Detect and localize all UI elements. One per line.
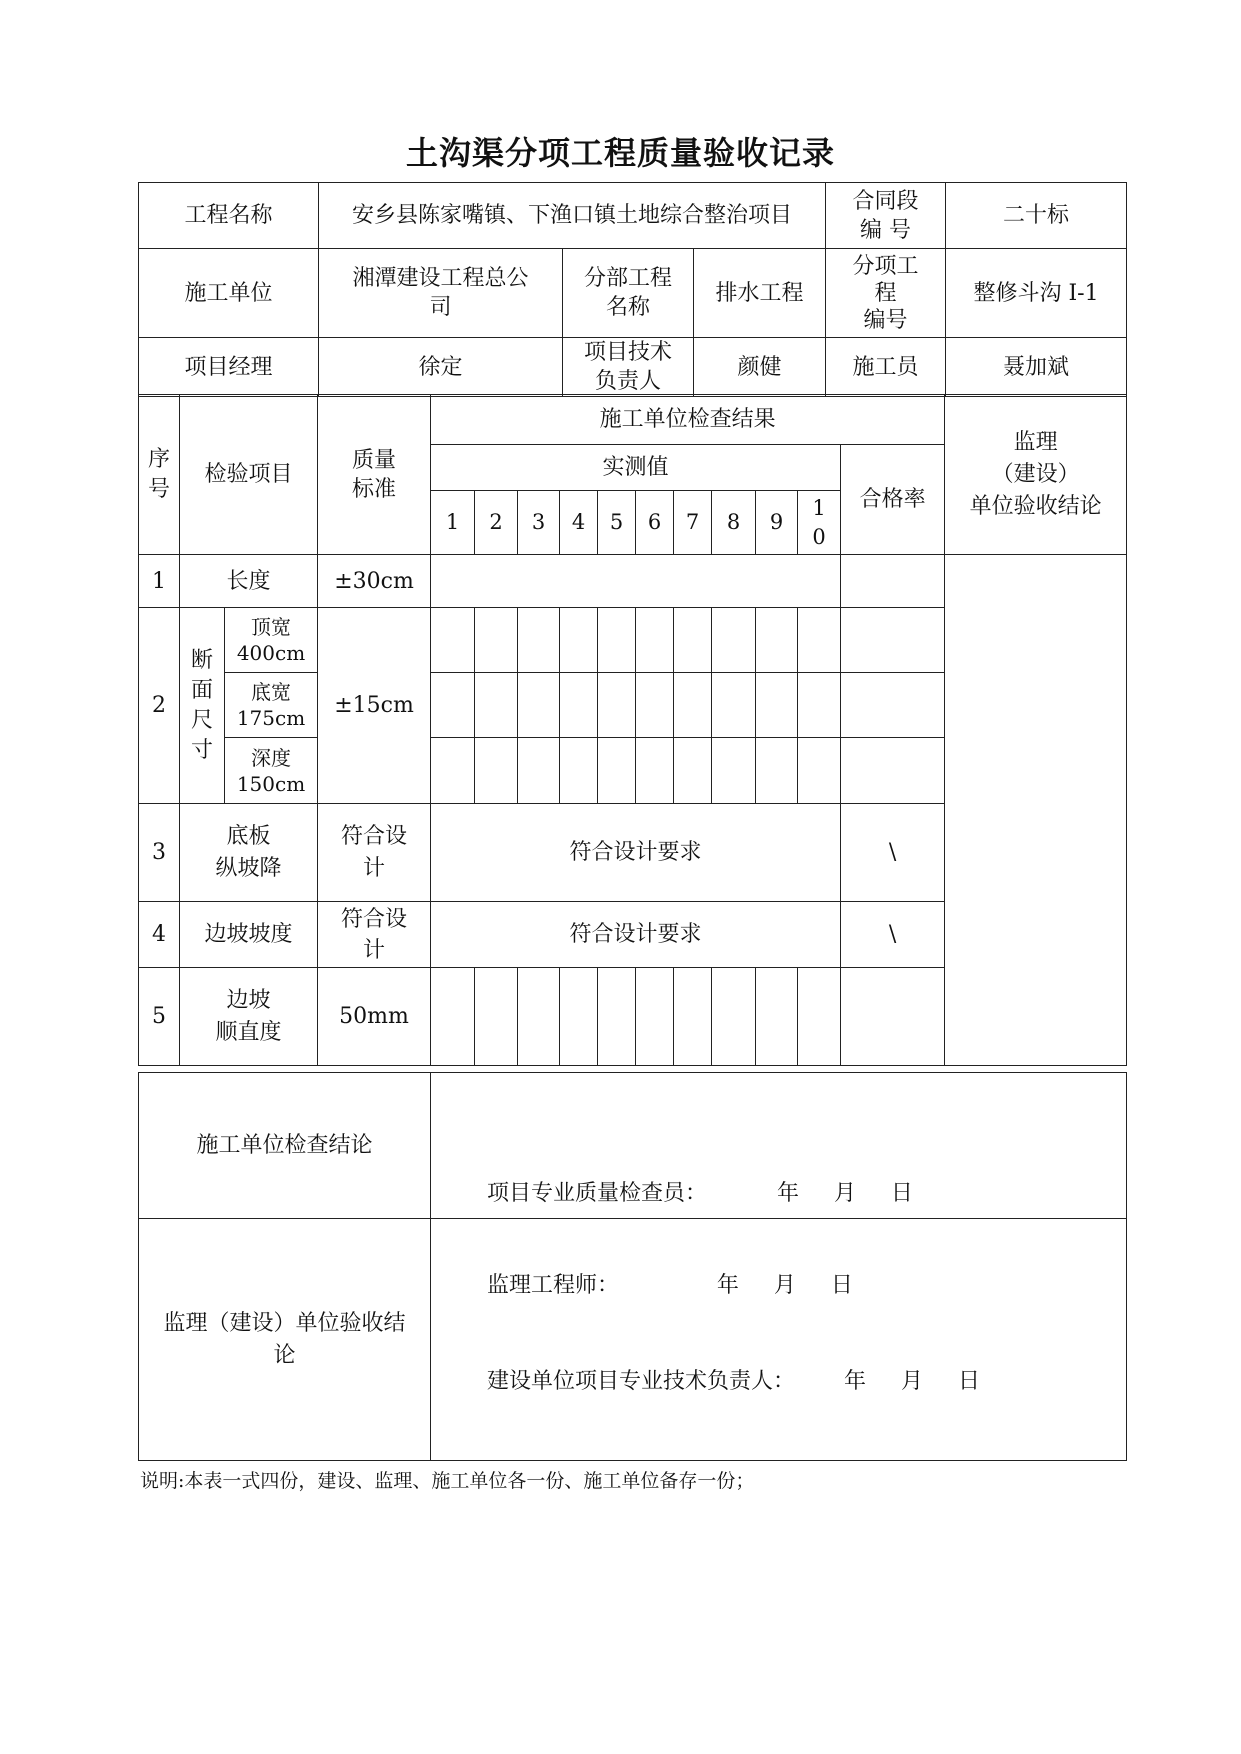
project-name-value: 安乡县陈家嘴镇、下渔口镇土地综合整治项目: [319, 183, 826, 249]
contractor-conclusion-label: 施工单位检查结论: [139, 1073, 431, 1219]
row3-result: 符合设计要求: [431, 804, 841, 902]
row1-std: ±30cm: [318, 555, 431, 608]
manager-value: 徐定: [319, 338, 563, 397]
measured-cell: [636, 673, 674, 738]
contract-no-label: 合同段 编 号: [826, 183, 946, 249]
contractor-value: 湘潭建设工程总公 司: [319, 249, 563, 338]
measured-cell: [431, 673, 475, 738]
measured-cell: [674, 968, 712, 1066]
item-no-label: 分项工 程 编号: [826, 249, 946, 338]
measured-cell: [431, 968, 475, 1066]
seq-header: 序号: [139, 395, 180, 555]
measured-cell: [712, 673, 756, 738]
item-header: 检验项目: [180, 395, 318, 555]
row3-rate: \: [841, 804, 945, 902]
division-label: 分部工程 名称: [563, 249, 694, 338]
measured-cell: [431, 738, 475, 804]
measured-cell: [518, 673, 560, 738]
row1-rate: [841, 555, 945, 608]
measured-cell: [756, 738, 798, 804]
col-header: 4: [560, 491, 598, 555]
footnote: 说明:本表一式四份，建设、监理、施工单位各一份、施工单位备存一份；: [140, 1470, 755, 1492]
row2-std: ±15cm: [318, 608, 431, 804]
col-header: 1 0: [798, 491, 841, 555]
rate-cell: [841, 968, 945, 1066]
row2-sub1: 顶宽 400cm: [225, 608, 318, 673]
page-title: 土沟渠分项工程质量验收记录: [405, 134, 835, 172]
item-no-value: 整修斗沟 I-1: [946, 249, 1127, 338]
inspection-table: [138, 394, 1127, 1066]
row5-std: 50mm: [318, 968, 431, 1066]
measured-cell: [798, 968, 841, 1066]
measured-cell: [712, 968, 756, 1066]
measured-cell: [475, 968, 518, 1066]
supervisor-conclusion-sign-cell: [431, 1219, 1127, 1461]
rate-cell: [841, 673, 945, 738]
tech-lead-value: 颜健: [694, 338, 826, 397]
measured-cell: [431, 608, 475, 673]
worker-value: 聂加斌: [946, 338, 1127, 397]
row4-result: 符合设计要求: [431, 902, 841, 968]
col-header: 9: [756, 491, 798, 555]
measured-cell: [598, 608, 636, 673]
col-header: 8: [712, 491, 756, 555]
contractor-label: 施工单位: [139, 249, 319, 338]
inspector-signature-line: 项目专业质量检查员： 年 月 日: [487, 1181, 913, 1206]
row4-seq: 4: [139, 902, 180, 968]
measured-cell: [674, 738, 712, 804]
measured-cell: [518, 608, 560, 673]
row2-seq: 2: [139, 608, 180, 804]
measured-cell: [598, 738, 636, 804]
std-header: 质量 标准: [318, 395, 431, 555]
measured-cell: [475, 738, 518, 804]
measured-cell: [560, 738, 598, 804]
measured-cell: [518, 968, 560, 1066]
header-table: [138, 182, 1127, 397]
col-header: 1: [431, 491, 475, 555]
measured-cell: [475, 608, 518, 673]
row1-item: 长度: [180, 555, 318, 608]
worker-label: 施工员: [826, 338, 946, 397]
contractor-conclusion-cell: [431, 1073, 1127, 1219]
measured-cell: [674, 673, 712, 738]
row1-seq: 1: [139, 555, 180, 608]
measured-cell: [798, 608, 841, 673]
row4-rate: \: [841, 902, 945, 968]
col-header: 6: [636, 491, 674, 555]
measured-cell: [518, 738, 560, 804]
measured-cell: [560, 608, 598, 673]
measured-cell: [636, 738, 674, 804]
measured-cell: [798, 673, 841, 738]
measured-header: 实测值: [431, 445, 841, 491]
conclusion-table: [138, 1072, 1127, 1461]
measured-cell: [598, 673, 636, 738]
measured-cell: [756, 968, 798, 1066]
measured-cell: [636, 608, 674, 673]
col-header: 3: [518, 491, 560, 555]
measured-cell: [756, 608, 798, 673]
pass-rate-header: 合格率: [841, 445, 945, 555]
row4-std: 符合设 计: [318, 902, 431, 968]
col-header: 7: [674, 491, 712, 555]
row1-measured: [431, 555, 841, 608]
row2-group: 断面尺寸: [180, 608, 225, 804]
measured-cell: [636, 968, 674, 1066]
supervisor-header: 监理 （建设） 单位验收结论: [945, 395, 1127, 555]
row3-item: 底板 纵坡降: [180, 804, 318, 902]
owner-tech-signature-line: 建设单位项目专业技术负责人： 年 月 日: [487, 1369, 980, 1394]
division-value: 排水工程: [694, 249, 826, 338]
result-header: 施工单位检查结果: [431, 395, 945, 445]
measured-cell: [598, 968, 636, 1066]
measured-cell: [756, 673, 798, 738]
measured-cell: [798, 738, 841, 804]
row3-std: 符合设 计: [318, 804, 431, 902]
rate-cell: [841, 738, 945, 804]
supervisor-conclusion-label: 监理（建设）单位验收结 论: [139, 1219, 431, 1461]
manager-label: 项目经理: [139, 338, 319, 397]
row3-seq: 3: [139, 804, 180, 902]
row5-item: 边坡 顺直度: [180, 968, 318, 1066]
measured-cell: [712, 608, 756, 673]
row4-item: 边坡坡度: [180, 902, 318, 968]
row5-seq: 5: [139, 968, 180, 1066]
measured-cell: [475, 673, 518, 738]
row2-sub2: 底宽 175cm: [225, 673, 318, 738]
supervisor-conclusion-cell: [945, 555, 1127, 1066]
tech-lead-label: 项目技术 负责人: [563, 338, 694, 397]
rate-cell: [841, 608, 945, 673]
measured-cell: [560, 673, 598, 738]
measured-cell: [560, 968, 598, 1066]
measured-cell: [712, 738, 756, 804]
project-name-label: 工程名称: [139, 183, 319, 249]
row2-sub3: 深度 150cm: [225, 738, 318, 804]
measured-cell: [674, 608, 712, 673]
col-header: 5: [598, 491, 636, 555]
engineer-signature-line: 监理工程师： 年 月 日: [487, 1273, 853, 1298]
col-header: 2: [475, 491, 518, 555]
contract-no-value: 二十标: [946, 183, 1127, 249]
